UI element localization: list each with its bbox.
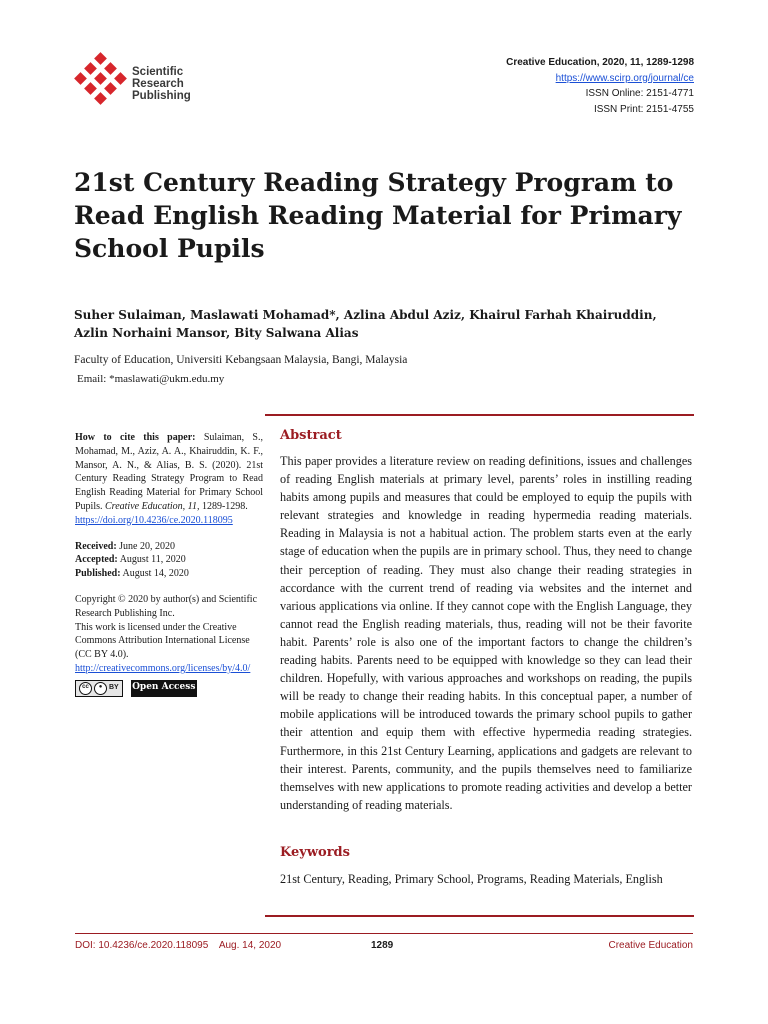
keywords-text: 21st Century, Reading, Primary School, Programs, Reading Materials, English bbox=[280, 872, 663, 886]
keywords-heading: Keywords bbox=[280, 845, 350, 860]
cite-pages: 1289-1298. bbox=[199, 500, 248, 512]
publisher-logo bbox=[74, 52, 204, 112]
cc-icon: cc bbox=[79, 682, 92, 695]
article-sidebar bbox=[75, 431, 263, 697]
footer-page-number: 1289 bbox=[371, 940, 394, 951]
journal-citation: Creative Education, 2020, 11, 1289-1298 bbox=[506, 57, 694, 68]
cite-text: Sulaiman, S., Mohamad, M., Aziz, A. A., Khairuddin, K. F., Mansor, A. N., & Alias, B. S. (2020). 21st Century Reading Strategy Program to Read English Reading Material for Primary School Pupils. bbox=[75, 432, 263, 512]
footer-doi: DOI: 10.4236/ce.2020.118095 Aug. 14, 2020 bbox=[75, 940, 282, 951]
affiliation: Faculty of Education, Universiti Kebangsaan Malaysia, Bangi, Malaysia bbox=[74, 354, 408, 366]
publisher-name bbox=[132, 66, 191, 102]
author-email: Email: *maslawati@ukm.edu.my bbox=[77, 373, 225, 385]
how-to-cite bbox=[75, 431, 263, 528]
license-link[interactable]: http://creativecommons.org/licenses/by/4.0/ bbox=[75, 662, 251, 674]
paper-title: 21st Century Reading Strategy Program to Read English Reading Material for Primary School Pupils bbox=[74, 168, 682, 263]
cite-journal: Creative Education, 11, bbox=[105, 500, 200, 512]
publisher-name-line1: Scientific bbox=[132, 66, 184, 78]
authors-line2: Azlin Norhaini Mansor, Bity Salwana Alias bbox=[74, 326, 359, 340]
abstract-heading: Abstract bbox=[280, 428, 342, 443]
person-icon: ● bbox=[94, 682, 107, 695]
copyright-notice: Copyright © 2020 by author(s) and Scientific Research Publishing Inc. bbox=[75, 593, 258, 619]
authors-line1: Suher Sulaiman, Maslawati Mohamad*, Azlina Abdul Aziz, Khairul Farhah Khairuddin, bbox=[74, 308, 657, 322]
publisher-logo-icon bbox=[74, 52, 130, 108]
published-label: Published: bbox=[75, 568, 121, 580]
open-access-badge: Open Access bbox=[131, 680, 197, 697]
issn-online: ISSN Online: 2151-4771 bbox=[585, 88, 694, 99]
received-value: June 20, 2020 bbox=[116, 540, 175, 552]
cite-doi-link[interactable]: https://doi.org/10.4236/ce.2020.118095 bbox=[75, 514, 233, 526]
received-label: Received: bbox=[75, 540, 117, 552]
footer-rule bbox=[75, 933, 693, 934]
journal-url-link[interactable]: https://www.scirp.org/journal/ce bbox=[555, 72, 694, 84]
license-notice: This work is licensed under the Creative Commons Attribution International License (CC BY 4.0). bbox=[75, 621, 250, 661]
accepted-value: August 11, 2020 bbox=[117, 554, 186, 566]
footer-journal: Creative Education bbox=[608, 940, 693, 951]
cite-label: How to cite this paper: bbox=[75, 432, 196, 443]
author-list bbox=[74, 306, 704, 342]
accepted-date bbox=[75, 553, 263, 567]
published-date bbox=[75, 567, 263, 581]
abstract-top-rule bbox=[265, 414, 694, 416]
accepted-label: Accepted: bbox=[75, 554, 118, 566]
cc-by-label: BY bbox=[109, 684, 119, 692]
keywords-bottom-rule bbox=[265, 915, 694, 917]
cc-by-badge[interactable] bbox=[75, 680, 123, 697]
received-date bbox=[75, 540, 263, 554]
journal-info bbox=[506, 55, 694, 117]
license-badges bbox=[75, 680, 263, 697]
issn-print: ISSN Print: 2151-4755 bbox=[593, 103, 694, 115]
abstract-text: This paper provides a literature review on reading definitions, issues and challenges of reading English materials at primary level, parents’ roles in instilling reading habits among pupils and measures that could be employed to equip the pupils with relevant strategies and knowledge in reading hypermedia reading materials. Reading in Malaysia is not a habitual action. The problem starts even at the early stage of education when the pupils are in primary school. Thus, they need to change their perception of reading. They must also change their reading strategies in accordance with the current trend of reading via websites and the internet and various applications via online. If they cannot cope with the English Language, they cannot read the English reading materials, thus, reading will not be their favorite habit. Parents’ role is also one of the important factors to change the children’s reading habits. Parents need to be equipped with knowledge so they can lead their children. Hopefully, with various approaches and workshops on reading, the pupils will be ready to change their reading habits. In this conceptual paper, a number of mobile applications will be introduced towards the primary school pupils to gather their attention and equip them with effective hypermedia reading strategies. Furthermore, in this 21st Century Learning, applications and gadgets are relevant to their interest. Parents, community, and the pupils themselves need to familiarize themselves with new applications to promote reading activities and develop a better understanding of reading materials. bbox=[280, 454, 692, 812]
published-value: August 14, 2020 bbox=[120, 568, 189, 580]
publisher-name-line3: Publishing bbox=[132, 90, 191, 102]
publisher-name-line2: Research bbox=[132, 78, 184, 90]
